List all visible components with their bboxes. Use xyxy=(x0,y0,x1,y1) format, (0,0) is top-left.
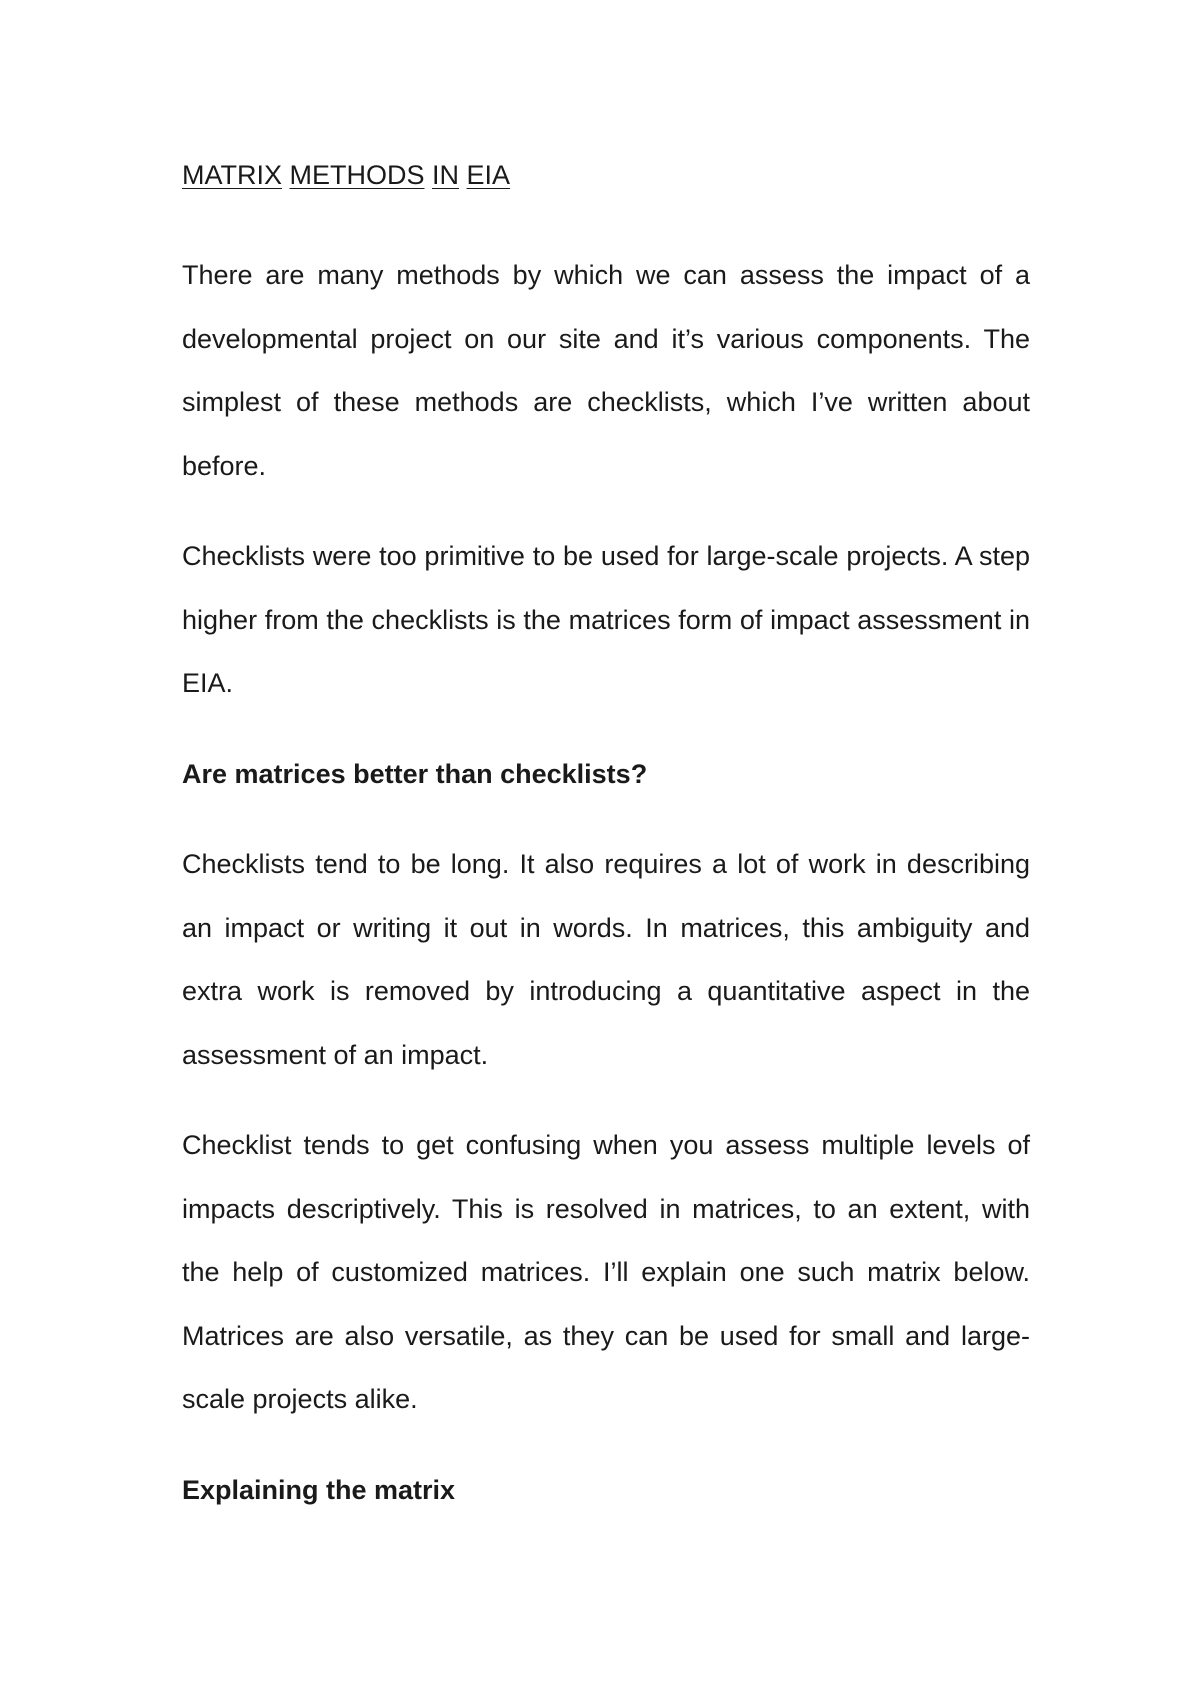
section-heading-comparison: Are matrices better than checklists? xyxy=(182,758,648,789)
paragraph-intro: There are many methods by which we can assess the impact of a developmental project on our site and it’s various components. The simplest of these methods are checklists, which I’ve written about before. xyxy=(182,260,1030,481)
paragraph-checklists: Checklists were too primitive to be used for large-scale projects. A step higher from the checklists is the matrices form of impact assessment in EIA. xyxy=(182,541,1030,698)
document-page xyxy=(182,158,1030,1549)
title-word: IN xyxy=(432,160,460,190)
section-heading-explaining: Explaining the matrix xyxy=(182,1474,456,1505)
title-word: MATRIX xyxy=(182,160,282,190)
paragraph-checklists-long: Checklists tend to be long. It also requires a lot of work in describing an impact or writing it out in words. In matrices, this ambiguity and extra work is removed by introducing a quantitative aspect in the assessment of an impact. xyxy=(182,849,1030,1070)
title-word: METHODS xyxy=(289,160,425,190)
document-title xyxy=(182,158,1030,192)
paragraph-checklists-confusing: Checklist tends to get confusing when you assess multiple levels of impacts descriptively. This is resolved in matrices, to an extent, with the help of customized matrices. I’ll explain one such matrix below. Matrices are also versatile, as they can be used for small and large-scale projects alike. xyxy=(182,1130,1030,1414)
title-word: EIA xyxy=(466,160,511,190)
